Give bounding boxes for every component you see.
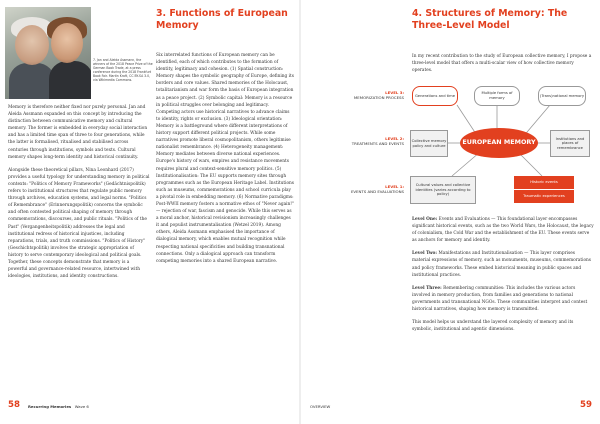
paragraph-lead: Level Two: xyxy=(412,251,437,257)
box-multiple-forms: Multiple forms of memory xyxy=(474,86,520,106)
level-subtitle: MEMORIZATION PROCESS xyxy=(353,95,404,101)
footer-subtitle: Wave 6 xyxy=(74,404,89,409)
paragraph: Memory is therefore neither fixed nor purely personal. Jan and Aleida Assmann expanded on this concept by introducing the distinction between communicative memory and cultural memory. The former is embedded in everyday social interaction and has a limited time span of three to four generations, while the latter is formalised, ritualised and stabilised across centuries through institutions, symbols and texts. Cultural memory shapes long-term identity and historical continuity. xyxy=(8,105,148,160)
box-historic-events: Historic events xyxy=(514,176,574,189)
level-title: LEVEL 1: xyxy=(385,184,404,189)
paragraph-lead: Level Three: xyxy=(412,285,442,291)
paragraph: Alongside these theoretical pillars, Nina Leonhard (2017) provides a useful typology for understanding memory in political contexts: "Politics of Memory Frameworks" (Gedächtnispolitik) refers to institutional structures that regulate public memory through archives, education systems, and legal norms. "Politics of Remembrance" (Erinnerungspolitik) concerns the symbolic and often contested political shaping of memory through commemorations, discourses, and public rituals. "Politics of the Past" (Vergangenheitspolitik) addresses the legal and institutional redress of historical injustices, including reparations, trials, and truth commissions. "Politics of History" (Geschichtspolitik) involves the strategic appropriation of history to serve contemporary ideological and political goals. Together, these concepts demonstrate that memory is a powerful and governance-related resource, intertwined with ideologies, institutions, and identity constructions. xyxy=(8,167,150,280)
footer-right: OVERVIEW xyxy=(310,404,331,409)
footer-title: Recurring Memories xyxy=(28,404,72,409)
paragraph-lead: Level One: xyxy=(412,217,438,222)
three-level-diagram xyxy=(302,80,598,210)
page-gutter xyxy=(299,0,301,424)
footer-left xyxy=(28,404,89,409)
page-number-left: 58 xyxy=(8,400,20,410)
paragraph xyxy=(412,216,594,244)
level-subtitle: EVENTS AND EVALUATIONS xyxy=(350,189,404,195)
photo-caption: 7. Jan and Aleida Assmann, the winners of the 2018 Peace Prize of the German Book Trade, at a press conference during the 2018 Frankfurt Book Fair. Martin Kraft, CC BY-SA 3.0, via Wikimedia Commons. xyxy=(93,58,153,83)
box-transnational: (Trans)national memory xyxy=(538,86,586,106)
paragraph-body: Remembering communities: This includes the various actors involved in memory production, from families and generations to national governments and transnational NGOs. These communities interpret and contest historical narratives, shaping how memory is transmitted. xyxy=(412,285,588,313)
paragraph-body: Manifestations and Institutionalisation — This layer comprises material expressions of memory, such as monuments, museums, commemorations and policy frameworks. These embed historical meaning in public spaces and institutional practices. xyxy=(412,251,592,278)
assmann-photo xyxy=(5,7,91,99)
paragraph: Six interrelated functions of European memory can be identified, each of which contributes to the formation of identity, legitimacy and cohesion. (1) Spatial construction: Memory shapes the symbolic geography of Europe, defining its borders and core values. Shared memories of the Holocaust, totalitarianism and war form the basis of European integration as a peace project. (2) Symbolic capital: Memory is a resource in political struggles over belonging and legitimacy. Competing actors use historical narratives to advance claims to identity, rights or exclusion. (3) Ideological orientation: Memory is a battleground where different interpretations of history support different political projects. While some narratives promote liberal cosmopolitanism, others legitimise nationalist remembrance. (4) Heterogeneity management: Memory mediates between diverse national experiences. Europe's history of wars, empires and resistance movements requires plural and context-sensitive memory politics. (5) Institutionalisation: The EU supports memory sites through programmes such as the European Heritage Label. Institutions such as museums, commemorations and school curricula play a pivotal role in embedding memory. (6) Normative paradigms: Post-WWII memory fosters a normative ethos of "Never again!" — rejection of war, fascism and genocide. While this serves as a moral anchor, historical revisionism increasingly challenges it and populist instrumentalisation (Wetzel 2019). Among others, Aleida Assmann emphasised the importance of dialogical memory, which enables mutual recognition while respecting national specificities and building transnational connections. Only a dialogical approach can transform competing memories into a shared European narrative. xyxy=(156,53,295,264)
box-institutions: Institutions and places of remembrance xyxy=(550,130,590,157)
paragraph xyxy=(412,285,594,313)
paragraph-body: Events and Evaluations — This foundational layer encompasses significant historical events, such as the two World Wars, the Holocaust, the legacy of colonialism, the Cold War and the establishment of the EU. These events serve as anchors for memory and identity. xyxy=(412,217,594,244)
level-title: LEVEL 3: xyxy=(385,90,404,95)
page-number-right: 59 xyxy=(580,400,592,410)
level-subtitle: TREATMENTS AND EVENTS xyxy=(351,141,404,147)
paragraph-body: This model helps us understand the layered complexity of memory and its symbolic, institutional and agentic dimensions. xyxy=(412,320,574,333)
box-cultural-values: Cultural values and collective identities (varies according to policy) xyxy=(410,176,476,204)
box-traumatic-experiences: Traumatic experiences xyxy=(514,190,574,203)
section-title-3: 3. Functions of European Memory xyxy=(156,8,288,31)
left-column-1 xyxy=(8,104,150,286)
box-memory-policy: Collective memory policy and culture xyxy=(410,130,448,157)
paragraph xyxy=(412,250,594,278)
level-title: LEVEL 2: xyxy=(385,136,404,141)
paragraph: In my recent contribution to the study of European collective memory, I propose a three-level model that offers a multi-scalar view of how collective memory operates. xyxy=(412,54,592,74)
core-european-memory: EUROPEAN MEMORY xyxy=(460,128,538,158)
intro-text xyxy=(412,53,594,80)
levels-text xyxy=(412,216,594,339)
left-column-2 xyxy=(156,52,294,271)
box-generations: Generations and time xyxy=(412,86,458,106)
section-title-4: 4. Structures of Memory: The Three-Level Model xyxy=(412,8,568,31)
paragraph xyxy=(412,319,594,333)
